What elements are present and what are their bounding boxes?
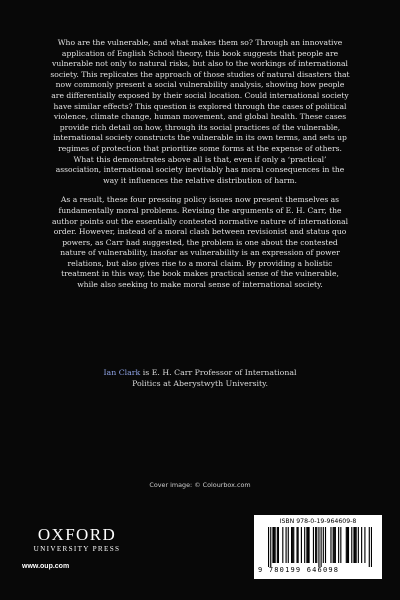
barcode-bar — [371, 527, 372, 567]
isbn-label: ISBN 978-0-19-964609-8 — [279, 518, 357, 525]
barcode-bar — [268, 527, 269, 567]
barcode-bar — [356, 527, 357, 563]
barcode-bar — [340, 527, 341, 563]
barcode-bar — [313, 527, 314, 563]
publisher-website: www.oup.com — [22, 563, 70, 570]
barcode-bar — [335, 527, 336, 563]
barcode-bar — [364, 527, 365, 563]
barcode-bar — [325, 527, 326, 563]
barcode-bar — [277, 527, 278, 563]
barcode-bar — [282, 527, 283, 563]
barcode-bar — [296, 527, 297, 563]
barcode-bar — [353, 527, 354, 563]
isbn-barcode-box — [254, 515, 382, 579]
author-bio — [50, 367, 350, 389]
barcode-bar — [351, 527, 352, 563]
barcode-bar — [293, 527, 294, 563]
barcode-bar — [273, 527, 274, 563]
barcode-bar — [304, 527, 305, 563]
publisher-logo — [22, 526, 132, 554]
barcode-bar — [275, 527, 276, 563]
barcode-bar — [358, 527, 359, 563]
publisher-logo-sub: UNIVERSITY PRESS — [33, 545, 121, 553]
barcode-bar — [334, 527, 335, 563]
barcode-bar — [292, 527, 293, 563]
barcode-bar — [270, 527, 271, 567]
publisher-logo-main: OXFORD — [37, 525, 117, 544]
barcode-bar — [301, 527, 302, 563]
barcode-digits: 9 780199 646098 — [258, 566, 340, 574]
cover-image-credit: Cover image: © Colourbox.com — [149, 481, 251, 489]
barcode-bar — [316, 527, 317, 563]
barcode-bar — [315, 527, 316, 563]
barcode-bar — [369, 527, 370, 567]
barcode-bar — [347, 527, 348, 563]
barcode-bar — [291, 527, 292, 563]
barcode-bar — [338, 527, 339, 563]
barcode-bar — [333, 527, 334, 563]
barcode-bar — [321, 527, 322, 567]
barcode-bar — [272, 527, 273, 563]
blurb — [50, 38, 350, 300]
barcode-bar — [348, 527, 349, 563]
barcode-bar — [318, 527, 319, 567]
blurb-paragraph-2: As a result, these four pressing policy issues now present themselves as fundamentally moral problems. Revising the arguments of E. H. Carr, the author points out the essentially contested normative nature of international order. However, instead of a moral clash between revisionist and status quo powers, as Carr had suggested, the problem is one about the contested nature of vulnerability, insofar as vulnerability is an expression of power relations, but also gives rise to a moral claim. By providing a holistic treatment in this way, the book makes practical sense of the vulnerable, while also seeking to make moral sense of international society. — [51, 195, 349, 290]
blurb-paragraph-1: Who are the vulnerable, and what makes them so? Through an innovative application of English School theory, this book suggests that people are vulnerable not only to natural risks, but also to the workings of international society. This replicates the approach of those studies of natural disasters that now commonly present a social vulnerability analysis, showing how people are differentially exposed by their social location. Could international society have similar effects? This question is explored through the cases of political violence, climate change, human movement, and global health. These cases provide rich detail on how, through its social practices of the vulnerable, international society constructs the vulnerable in its own terms, and sets up regimes of protection that prioritize some forms at the expense of others. What this demonstrates above all is that, even if only a ‘practical’ association, international society inevitably has moral consequences in the way it influences the relative distribution of harm. — [50, 38, 350, 185]
barcode-bar — [354, 527, 355, 563]
author-bio-text-1: is E. H. Carr Professor of International — [140, 368, 297, 377]
barcode-bar — [278, 527, 279, 563]
author-bio-line-2: Politics at Aberystwyth University. — [132, 379, 268, 388]
author-bio-line-1 — [50, 367, 350, 378]
barcode-bar — [307, 527, 308, 563]
barcode-bar — [286, 527, 287, 563]
barcode-bar — [361, 527, 362, 563]
barcode-bar — [298, 527, 299, 563]
barcode-bar — [309, 527, 310, 563]
barcode-bar — [323, 527, 324, 563]
author-name: Ian Clark — [103, 368, 141, 377]
barcode-bars — [268, 527, 372, 567]
barcode-bar — [288, 527, 289, 563]
barcode-bar — [330, 527, 331, 563]
barcode-bar — [306, 527, 307, 563]
barcode-bar — [346, 527, 347, 563]
